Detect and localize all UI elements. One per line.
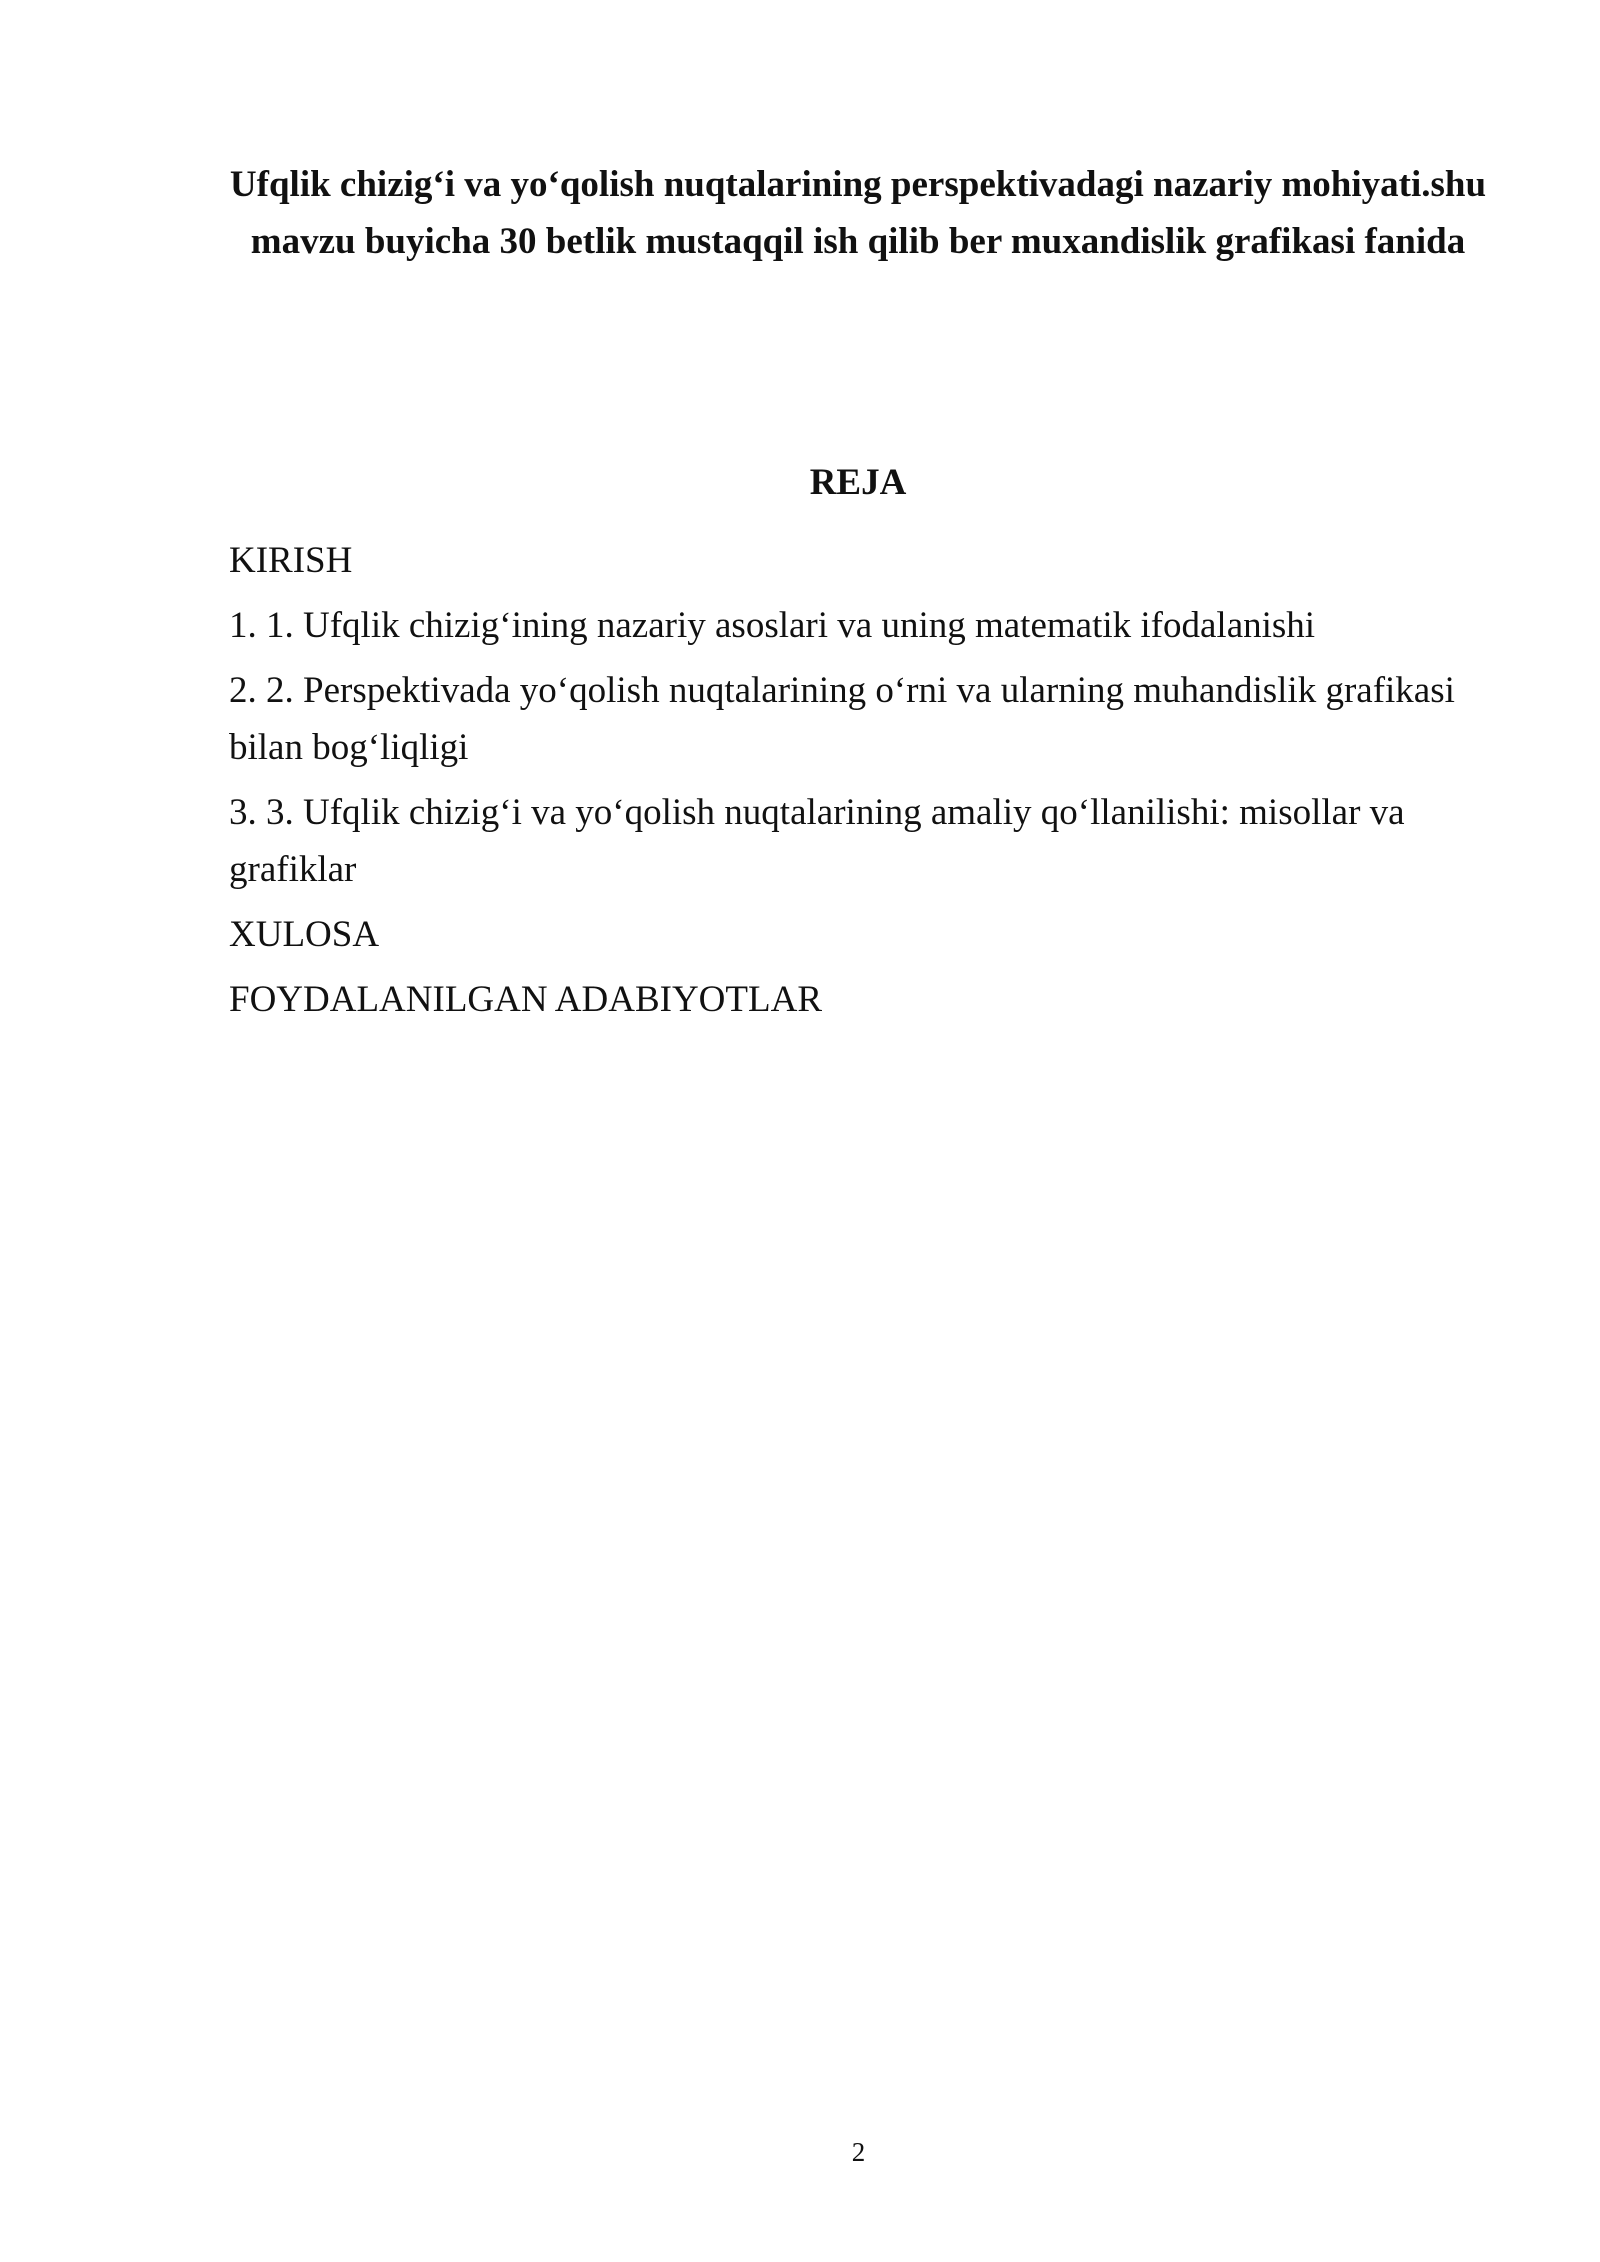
plan-item-adabiyotlar: FOYDALANILGAN ADABIYOTLAR <box>229 979 822 1020</box>
plan-item-1: 1. 1. Ufqlik chizig‘ining nazariy asoslari va uning matematik ifodalanishi <box>229 605 1316 646</box>
plan-item-3: 3. 3. Ufqlik chizig‘i va yo‘qolish nuqtalarining amaliy qo‘llanilishi: misollar va grafiklar <box>229 792 1405 890</box>
plan-list <box>229 532 1499 1036</box>
page-number: 2 <box>851 2137 866 2167</box>
document-title: Ufqlik chizig‘i va yo‘qolish nuqtalarining perspektivadagi nazariy mohiyati.shu mavzu buyicha 30 betlik mustaqqil ish qilib ber muxandislik grafikasi fanida <box>229 164 1487 262</box>
plan-item-xulosa: XULOSA <box>229 914 380 955</box>
plan-item-2: 2. 2. Perspektivada yo‘qolish nuqtalarining o‘rni va ularning muhandislik grafikasi bilan bog‘liqligi <box>229 670 1455 768</box>
plan-heading: REJA <box>809 462 907 503</box>
plan-item-kirish: KIRISH <box>229 540 353 581</box>
